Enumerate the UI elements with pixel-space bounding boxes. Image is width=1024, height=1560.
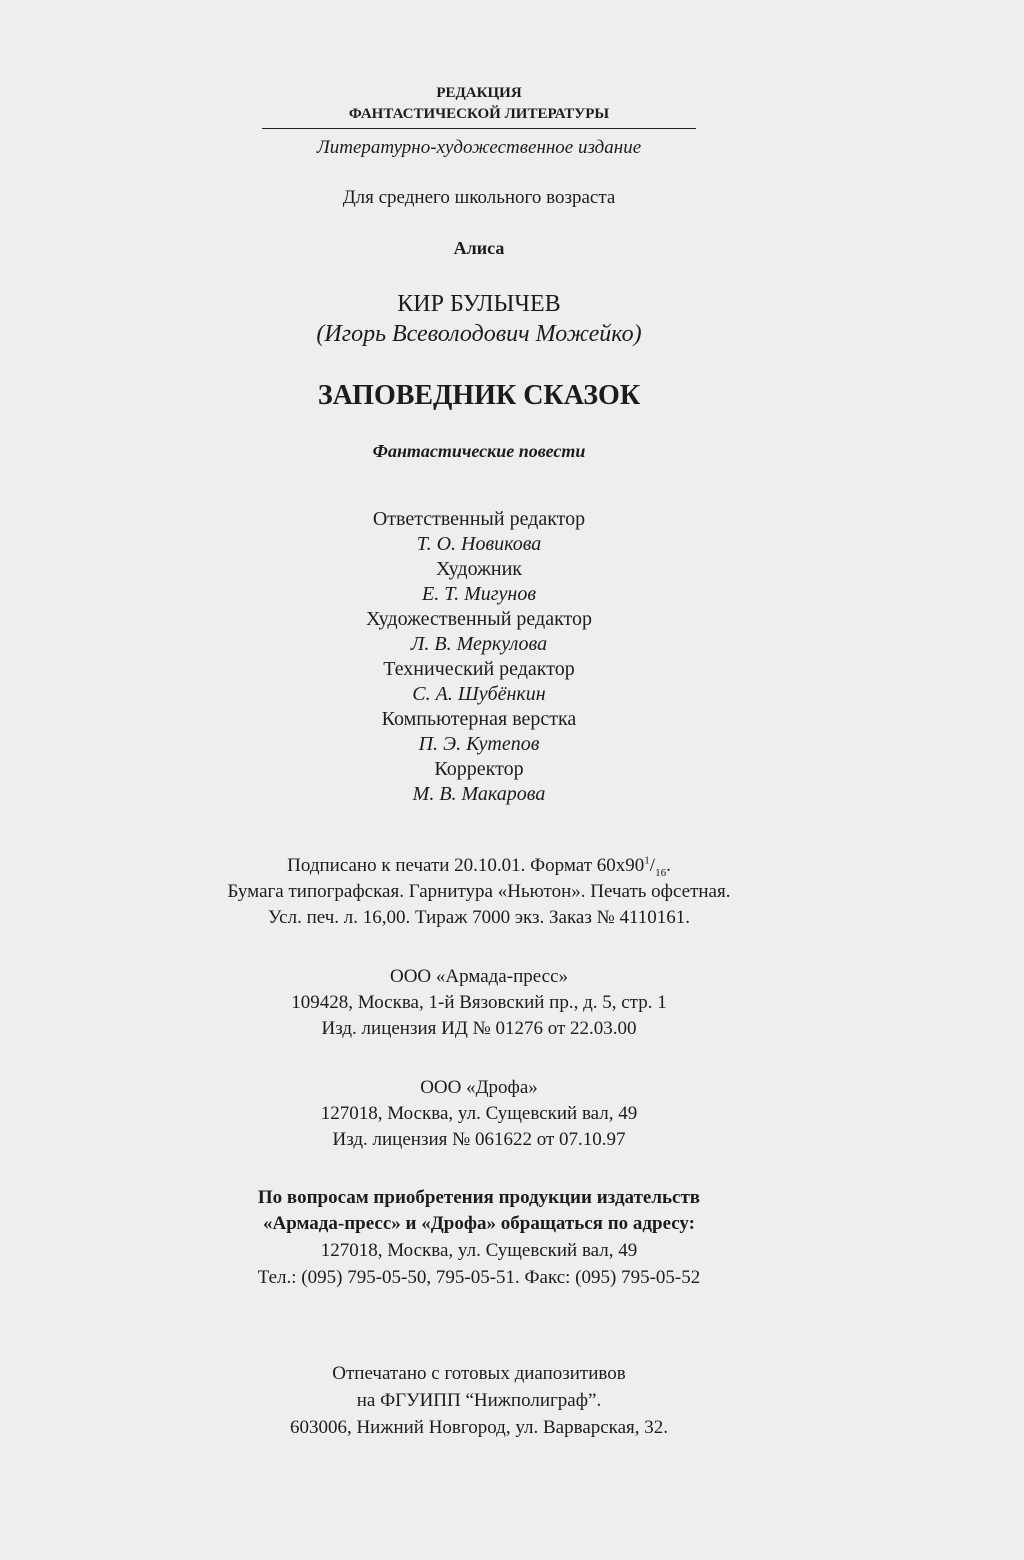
header-line-1: РЕДАКЦИЯ [436,85,522,101]
credit-role: Ответственный редактор [372,508,586,530]
printer-line-2: на ФГУИПП “Нижполиграф”. [356,1390,602,1411]
publisher-1-name: ООО «Армада-пресс» [389,966,569,987]
contact-line-2: «Армада-пресс» и «Дрофа» обращаться по адресу: [262,1213,696,1234]
credit-name: С. А. Шубёнкин [412,683,546,705]
credit-name: М. В. Макарова [412,783,546,805]
book-title: ЗАПОВЕДНИК СКАЗОК [317,380,641,411]
publisher-2-license: Изд. лицензия № 061622 от 07.10.97 [332,1129,626,1150]
credit-name: Л. В. Меркулова [410,633,548,655]
print-info-line-3: Усл. печ. л. 16,00. Тираж 7000 экз. Заказ № 4110161. [267,907,690,928]
series-name: Алиса [453,238,505,258]
printer-line-1: Отпечатано с готовых диапозитивов [332,1363,626,1384]
publisher-1-address: 109428, Москва, 1-й Вязовский пр., д. 5, стр. 1 [291,992,667,1013]
header-line-2: ФАНТАСТИЧЕСКОЙ ЛИТЕРАТУРЫ [348,106,610,122]
contact-address: 127018, Москва, ул. Сущевский вал, 49 [320,1240,638,1261]
credit-role: Художественный редактор [366,608,592,630]
credit-name: П. Э. Кутепов [418,733,540,755]
print-info-line-2: Бумага типографская. Гарнитура «Ньютон». Печать офсетная. [227,881,731,902]
credit-role: Художник [435,558,523,580]
print-info-line-1: Подписано к печати 20.10.01. Формат $60x90^1/_{16}$. [287,854,671,879]
book-subtitle: Фантастические повести [372,441,586,461]
credit-role: Компьютерная верстка [381,708,577,730]
publisher-2-address: 127018, Москва, ул. Сущевский вал, 49 [320,1103,638,1124]
credit-role: Технический редактор [383,658,575,680]
credit-role: Корректор [434,758,524,780]
contact-line-1: По вопросам приобретения продукции издательств [257,1187,701,1208]
author-name: КИР БУЛЫЧЕВ [397,291,561,317]
edition-type: Литературно-художественное издание [316,137,642,158]
header-rule [262,128,696,129]
credit-name: Т. О. Новикова [416,533,542,555]
printer-line-3: 603006, Нижний Новгород, ул. Варварская, 32. [289,1417,669,1438]
contact-phones: Тел.: (095) 795-05-50, 795-05-51. Факс: (095) 795-05-52 [257,1267,701,1288]
author-real-name: (Игорь Всеволодович Можейко) [316,321,642,347]
publisher-1-license: Изд. лицензия ИД № 01276 от 22.03.00 [321,1018,637,1039]
age-group: Для среднего школьного возраста [342,187,616,208]
credit-name: Е. Т. Мигунов [421,583,537,605]
publisher-2-name: ООО «Дрофа» [420,1077,538,1098]
